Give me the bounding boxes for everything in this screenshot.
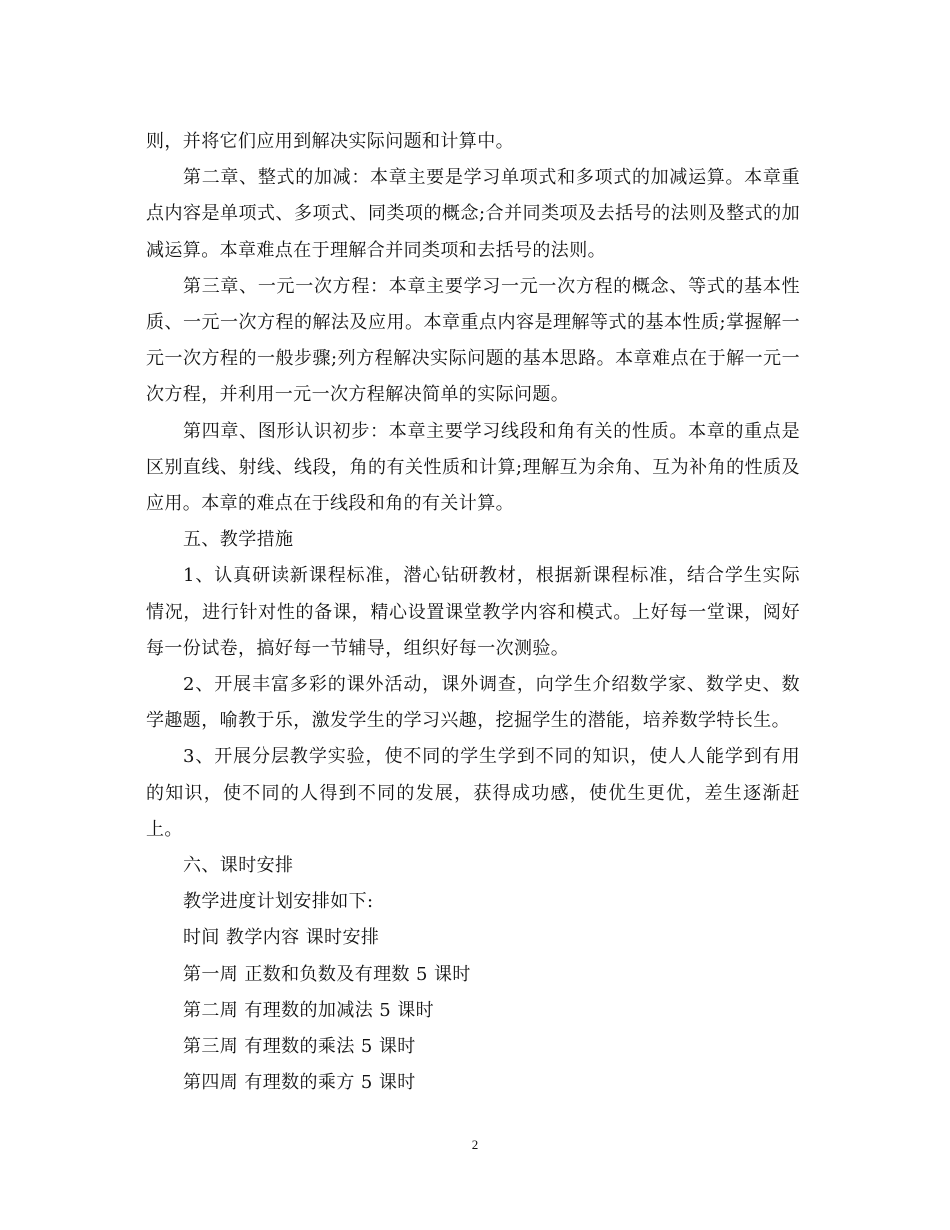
schedule-intro: 教学进度计划安排如下: (183, 891, 374, 913)
paragraph-measure-1: 1、认真研读新课程标准，潜心钻研教材，根据新课程标准，结合学生实际情况，进行针对性的备课，精心设置课堂教学内容和模式。上好每一堂课，阅好每一份试卷，搞好每一节辅导，组织好每一次测验。 (146, 565, 800, 659)
schedule-row-week-3: 第三周 有理数的乘法 5 课时 (183, 1036, 416, 1058)
paragraph-chapter-4: 第四章、图形认识初步：本章主要学习线段和角有关的性质。本章的重点是区别直线、射线、线段，角的有关性质和计算;理解互为余角、互为补角的性质及应用。本章的难点在于线段和角的有关计算。 (146, 420, 800, 515)
paragraph-measure-3: 3、开展分层教学实验，使不同的学生学到不同的知识，使人人能学到有用的知识，使不同的人得到不同的发展，获得成功感，使优生更优，差生逐渐赶上。 (146, 746, 800, 840)
section-heading-schedule: 六、课时安排 (183, 855, 294, 877)
paragraph-measure-2: 2、开展丰富多彩的课外活动，课外调查，向学生介绍数学家、数学史、数学趣题，喻教于乐，激发学生的学习兴趣，挖掘学生的潜能，培养数学特长生。 (146, 674, 800, 732)
section-heading-teaching-measures: 五、教学措施 (183, 529, 294, 551)
paragraph-chapter-3: 第三章、一元一次方程：本章主要学习一元一次方程的概念、等式的基本性质、一元一次方程的解法及应用。本章重点内容是理解等式的基本性质;掌握解一元一次方程的一般步骤;列方程解决实际问题的基本思路。本章难点在于解一元一次方程，并利用一元一次方程解决简单的实际问题。 (146, 275, 800, 406)
document-body (146, 124, 800, 1101)
paragraph-continuation: 则，并将它们应用到解决实际问题和计算中。 (146, 131, 514, 152)
schedule-header-row: 时间 教学内容 课时安排 (183, 927, 380, 949)
schedule-row-week-4: 第四周 有理数的乘方 5 课时 (183, 1072, 416, 1094)
paragraph-chapter-2: 第二章、整式的加减：本章主要是学习单项式和多项式的加减运算。本章重点内容是单项式、多项式、同类项的概念;合并同类项及去括号的法则及整式的加减运算。本章难点在于理解合并同类项和去括号的法则。 (146, 167, 800, 261)
schedule-row-week-2: 第二周 有理数的加减法 5 课时 (183, 999, 435, 1021)
page-number: 2 (471, 1137, 479, 1152)
schedule-row-week-1: 第一周 正数和负数及有理数 5 课时 (183, 963, 471, 985)
